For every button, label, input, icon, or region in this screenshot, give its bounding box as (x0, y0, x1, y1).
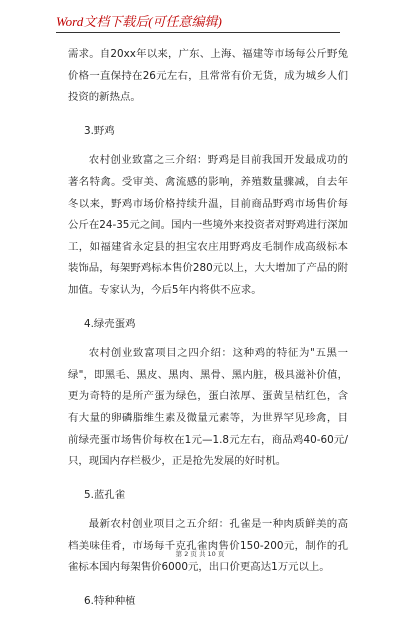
section-heading-green-egg-chicken: 4.绿壳蛋鸡 (84, 317, 136, 330)
section-heading-special-planting: 6.特种种植 (84, 595, 136, 608)
section-heading-blue-peacock: 5.蓝孔雀 (84, 488, 126, 501)
header-divider (56, 32, 340, 33)
page-footer: 第 2 页 共 10 页 (175, 550, 225, 558)
document-body (68, 44, 348, 621)
paragraph-pheasant: 农村创业致富之三介绍：野鸡是目前我国开发最成功的著名特禽。受审美、禽流感的影响，养殖数量骤减，自去年冬以来，野鸡市场价格持续升温，目前商品野鸡市场售价每公斤在24-35元之间。国内一些境外来投资者对野鸡进行深加工，如福建省永定县的担宝农庄用野鸡皮毛制作成高级标本装饰品，每架野鸡标本售价280元以上，大大增加了产品的附加值。专家认为，今后5年内将供不应求。 (68, 154, 348, 296)
section-heading-pheasant: 3.野鸡 (84, 124, 115, 137)
paragraph-green-egg-chicken: 农村创业致富项目之四介绍：这种鸡的特征为"五黑一绿"，即黑毛、黑皮、黑肉、黑骨、黑内脏，极具滋补价值，更为奇特的是所产蛋为绿色，蛋白浓厚、蛋黄呈桔红色，含有大量的卵磷脂维生素及微量元素等，为世界罕见珍禽，目前绿壳蛋市场售价每枚在1元—1.8元左右，商品鸡40-60元/只，现国内存栏极少，正是抢先发展的好时机。 (68, 347, 348, 468)
paragraph-1: 需求。自20xx年以来，广东、上海、福建等市场每公斤野兔价格一直保持在26元左右，且常常有价无货，成为城乡人们投资的新热点。 (68, 48, 348, 104)
paragraph-blue-peacock: 最新农村创业项目之五介绍：孔雀是一种肉质鲜美的高档美味佳肴，市场每千克孔雀肉售价150-200元，制作的孔雀标本国内每架售价6000元，出口价更高达1万元以上。 (68, 518, 348, 574)
header-title: Word文档下载后(可任意编辑) (56, 14, 222, 29)
document-header (56, 14, 222, 30)
